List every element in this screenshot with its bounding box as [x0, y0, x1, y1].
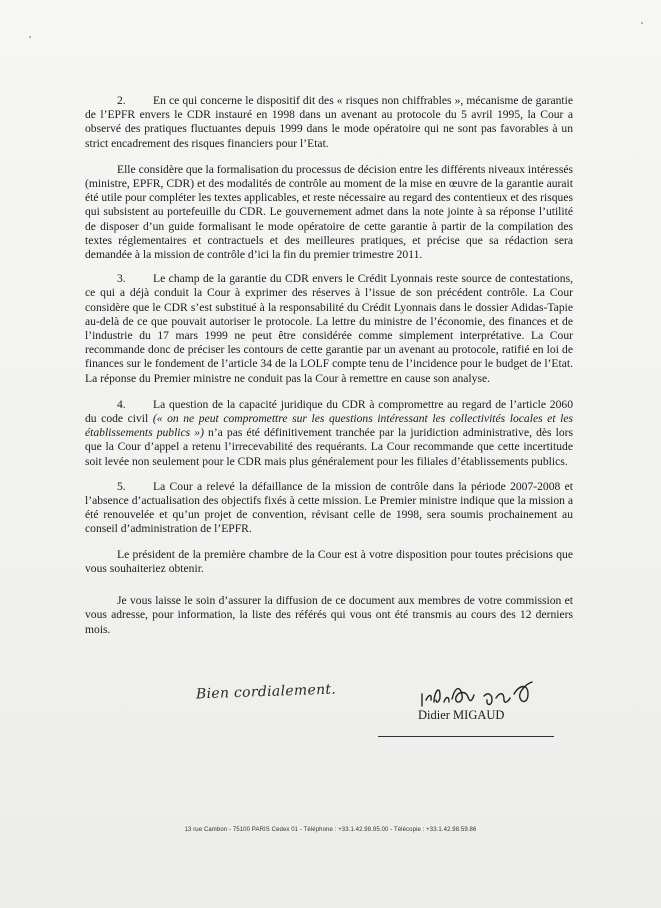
address-footer: 13 rue Cambon - 75100 PARIS Cedex 01 - Téléphone : +33.1.42.98.95.00 - Télécopie : +33.1.42.98.59.86 [184, 827, 477, 833]
paragraph-diffusion [85, 594, 573, 637]
signer-name: Didier MIGAUD [418, 708, 505, 722]
signature-scribble [416, 672, 556, 712]
civil-code-quote: (« on ne peut compromettre sur les questions intéressant les collectivités locales et les établissements publics ») [85, 412, 574, 440]
paragraph-text: Elle considère que la formalisation du processus de décision entre les différents niveaux intéressés (ministre, EPFR, CDR) et des modalités de contrôle au moment de la mise en œuvre de la garantie aurait été utile pour compléter les textes applicables, et reste nécessaire au regard des contentieux et des risques qui subsistent au portefeuille du CDR. Le gouvernement admet dans la note jointe à sa réponse l’utilité de disposer d’un guide formalisant le mode opératoire de cette garantie à partir de la compilation des textes réglementaires et contractuels et des meilleures pratiques, et précise que sa rédaction sera demandée à la mission de contrôle d’ici la fin du premier trimestre 2011. [85, 162, 573, 262]
handwritten-salutation: Bien cordialement. [195, 681, 337, 703]
paragraph-number: 2. [117, 94, 126, 107]
paragraph-text: Le champ de la garantie du CDR envers le Crédit Lyonnais reste source de contestations, ce qui a déjà conduit la Cour à exprimer des réserves à l’issue de son précédent contrôle. La Cour considère que le CDR s’est substitué à la responsabilité du Crédit Lyonnais dans le dossier Adidas-Tapie au-delà de ce que pouvait autoriser le protocole. La lettre du ministre de l’économie, des finances et de l’industrie du 17 mars 1999 ne peut être considérée comme simplement interprétative. La Cour recommande donc de préciser les contours de cette garantie par un avenant au protocole, ratifié en loi de finances sur le fondement de l’article 34 de la LOLF compte tenu de l’incidence pour le budget de l’Etat. La réponse du Premier ministre ne conduit pas la Cour à remettre en cause son analyse. [85, 272, 573, 385]
paragraph-number: 5. [117, 479, 126, 493]
paragraph-2 [85, 94, 573, 151]
paragraph-text: La question de la capacité juridique du CDR à compromettre au regard de l’article 2060 du code civil [85, 397, 573, 426]
paragraph-4 [85, 398, 573, 469]
paragraph-text: n’a pas été définitivement tranchée par la juridiction administrative, dès lors que la Cour d’appel a retenu l’irrecevabilité des requérants. La Cour recommande que cette incertitude soit levée non seulement pour le CDR mais plus généralement pour les filiales d’établissements publics. [85, 426, 573, 468]
letter-body [85, 94, 573, 637]
paragraph-text: Le président de la première chambre de la Cour est à votre disposition pour toutes précisions que vous souhaiteriez obtenir. [85, 547, 573, 575]
paragraph-number: 3. [117, 272, 126, 286]
paragraph-5 [85, 480, 573, 537]
paper-speck [641, 22, 643, 24]
signature-underline [378, 736, 554, 737]
paragraph-text: Je vous laisse le soin d’assurer la diffusion de ce document aux membres de votre commission et vous adresse, pour information, la liste des référés qui vous ont été transmis au cours des 12 derniers mois. [85, 594, 573, 636]
paragraph-text: La Cour a relevé la défaillance de la mission de contrôle dans la période 2007-2008 et l’absence d’actualisation des objectifs fixés à cette mission. Le Premier ministre indique que la mission a été renouvelée et qu’un projet de convention, révisant celle de 1998, sera soumis prochainement au conseil d’administration de l’EPFR. [85, 479, 573, 536]
paragraph-president [85, 548, 573, 576]
paragraph-text: En ce qui concerne le dispositif dit des « risques non chiffrables », mécanisme de garantie de l’EPFR envers le CDR instauré en 1998 dans un avenant au protocole du 5 avril 1995, la Cour a observé des pratiques fluctuantes depuis 1999 dans le mode opératoire qui ne sont pas favorables à un strict encadrement des risques financiers pour l’Etat. [85, 94, 573, 150]
paragraph-3 [85, 272, 573, 386]
paragraph-2-continued [85, 163, 573, 262]
paragraph-number: 4. [117, 397, 126, 411]
paper-speck [29, 36, 31, 38]
